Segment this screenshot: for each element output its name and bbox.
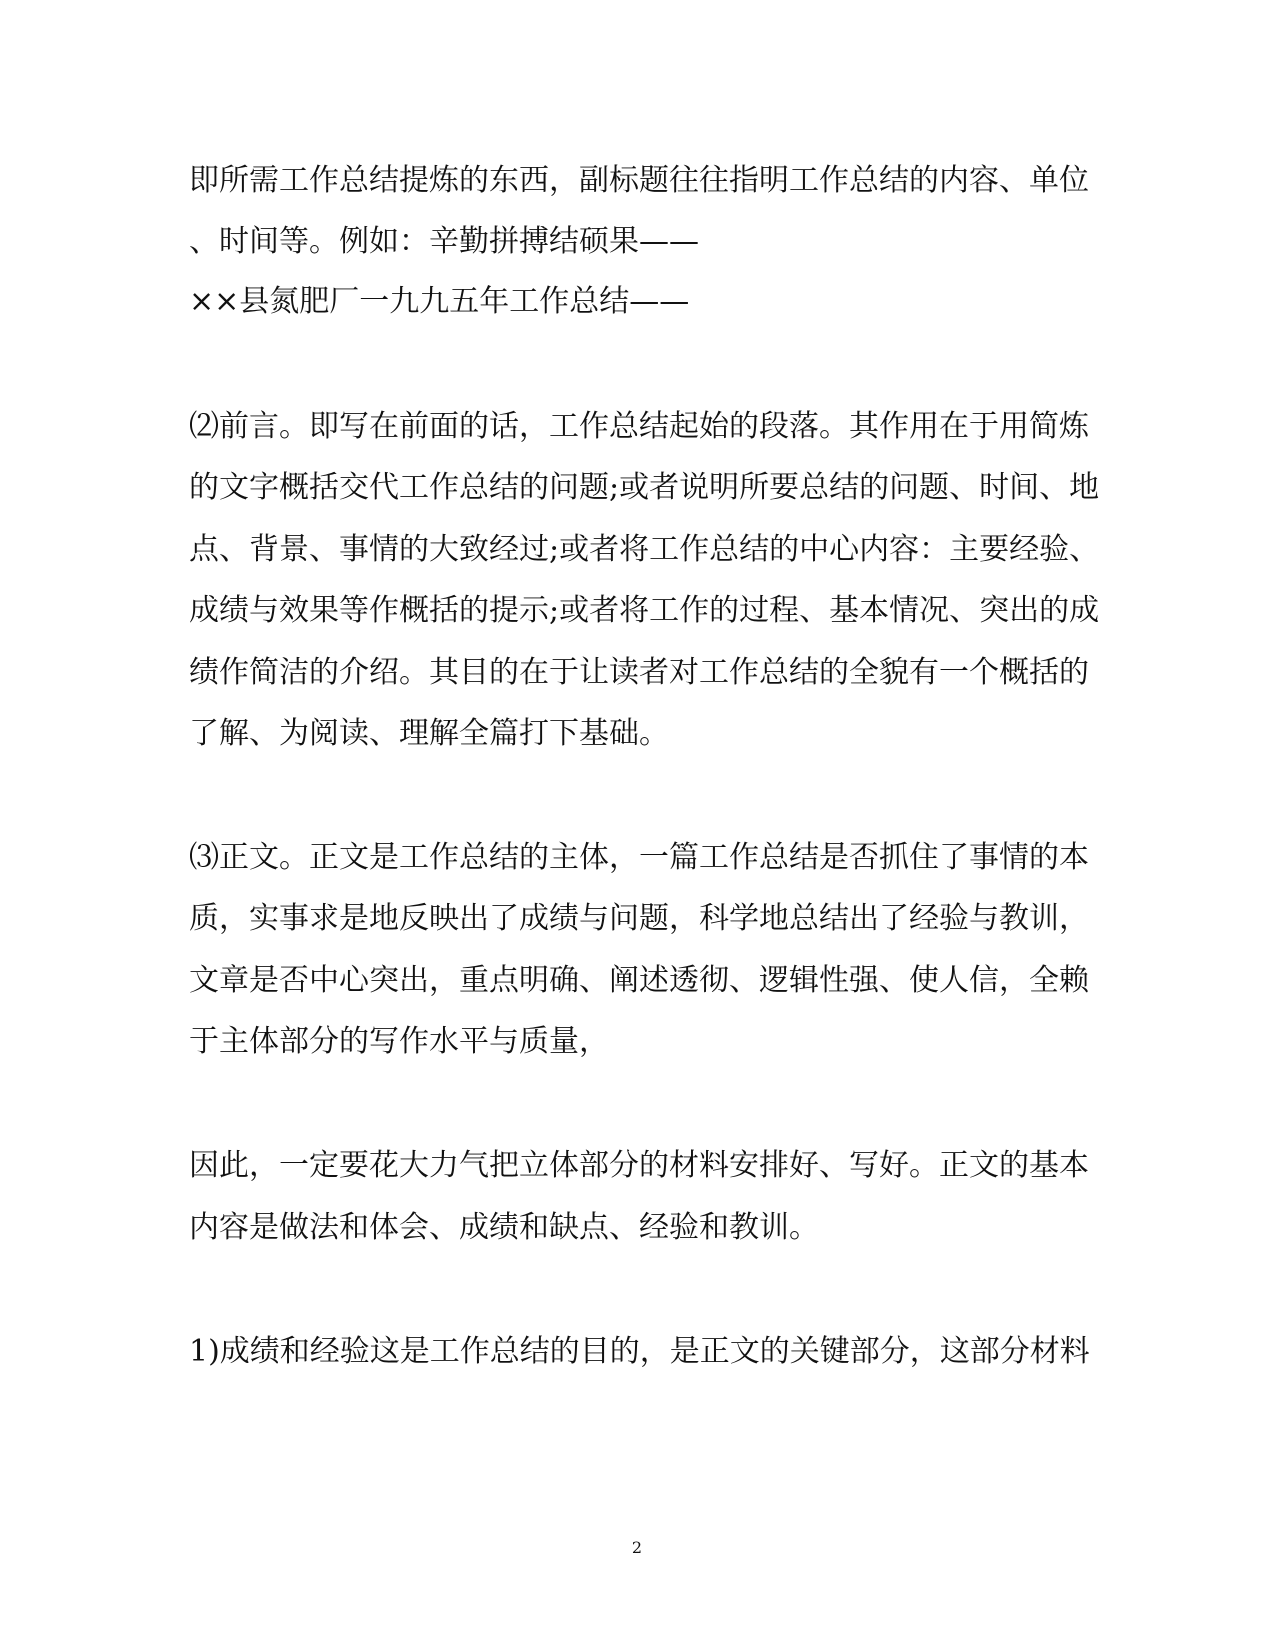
paragraph-2-line-2: 的文字概括交代工作总结的问题;或者说明所要总结的问题、时间、地 [189, 470, 1100, 505]
paragraph-2-line-1: ⑵前言。即写在前面的话，工作总结起始的段落。其作用在于用简炼 [189, 409, 1089, 444]
paragraph-2-line-4: 成绩与效果等作概括的提示;或者将工作的过程、基本情况、突出的成 [189, 593, 1100, 628]
paragraph-1-line-1: 即所需工作总结提炼的东西，副标题往往指明工作总结的内容、单位 [189, 163, 1089, 198]
paragraph-3-line-4: 于主体部分的写作水平与质量， [189, 1024, 609, 1059]
paragraph-3-line-3: 文章是否中心突出，重点明确、阐述透彻、逻辑性强、使人信，全赖 [189, 963, 1089, 998]
paragraph-2-line-5: 绩作简洁的介绍。其目的在于让读者对工作总结的全貌有一个概括的 [189, 655, 1089, 690]
paragraph-5-line-1: 1)成绩和经验这是工作总结的目的，是正文的关键部分，这部分材料 [189, 1334, 1090, 1369]
paragraph-1-line-3: ××县氮肥厂一九九五年工作总结—— [189, 284, 690, 319]
paragraph-2-line-3: 点、背景、事情的大致经过;或者将工作总结的中心内容：主要经验、 [189, 532, 1100, 567]
paragraph-2-line-6: 了解、为阅读、理解全篇打下基础。 [189, 716, 669, 751]
paragraph-3-line-2: 质，实事求是地反映出了成绩与问题，科学地总结出了经验与教训， [189, 901, 1089, 936]
page-number: 2 [631, 1538, 643, 1557]
paragraph-1-line-2: 、时间等。例如：辛勤拼搏结硕果—— [189, 224, 699, 259]
paragraph-4-line-1: 因此，一定要花大力气把立体部分的材料安排好、写好。正文的基本 [189, 1148, 1089, 1183]
paragraph-3-line-1: ⑶正文。正文是工作总结的主体，一篇工作总结是否抓住了事情的本 [189, 840, 1089, 875]
paragraph-4-line-2: 内容是做法和体会、成绩和缺点、经验和教训。 [189, 1210, 819, 1245]
